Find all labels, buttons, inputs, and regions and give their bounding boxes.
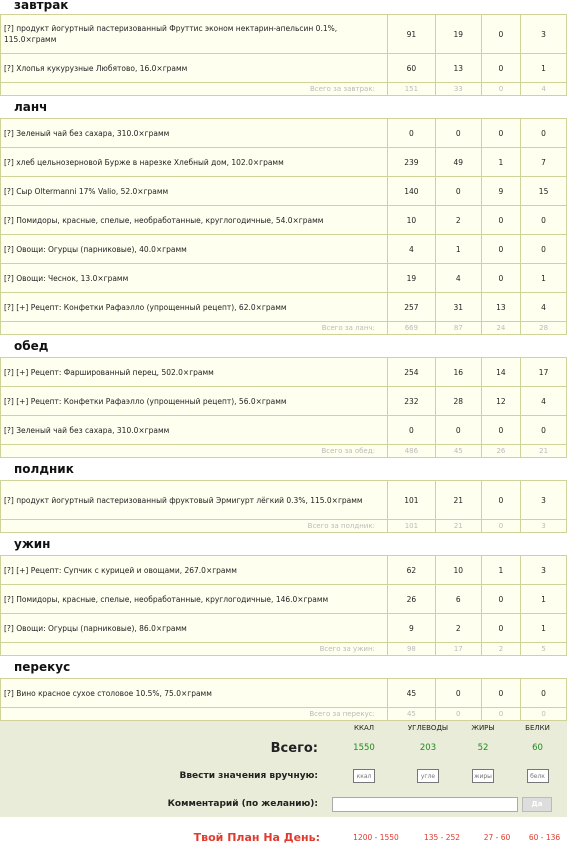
food-fat: 1 [481, 148, 520, 177]
meal-total-kcal: 98 [387, 643, 435, 656]
food-kcal: 0 [387, 416, 435, 445]
header-fat: ЖИРЫ [471, 724, 495, 732]
food-kcal: 4 [387, 235, 435, 264]
food-fat: 0 [481, 614, 520, 643]
food-fat: 12 [481, 387, 520, 416]
food-kcal: 10 [387, 206, 435, 235]
meal-total-protein: 0 [521, 708, 567, 721]
food-carbs: 0 [435, 679, 481, 708]
food-row[interactable] [1, 387, 567, 416]
food-name[interactable]: [?] [+] Рецепт: Конфетки Рафаэлло (упрощенный рецепт), 56.0×грамм [1, 387, 388, 416]
food-kcal: 101 [387, 481, 435, 520]
plan-label: Твой План На День: [193, 831, 320, 844]
food-carbs: 0 [435, 177, 481, 206]
food-row[interactable] [1, 585, 567, 614]
food-name[interactable]: [?] Хлопья кукурузные Любятово, 16.0×грамм [1, 54, 388, 83]
plan-kcal: 1200 - 1550 [353, 833, 399, 842]
food-name[interactable]: [?] Овощи: Огурцы (парниковые), 40.0×грамм [1, 235, 388, 264]
food-name[interactable]: [?] Зеленый чай без сахара, 310.0×грамм [1, 416, 388, 445]
meal-total-protein: 21 [521, 445, 567, 458]
meal-total-kcal: 45 [387, 708, 435, 721]
food-kcal: 140 [387, 177, 435, 206]
food-fat: 9 [481, 177, 520, 206]
food-fat: 0 [481, 679, 520, 708]
food-fat: 0 [481, 15, 520, 54]
food-row[interactable] [1, 481, 567, 520]
meal-total-row [1, 445, 567, 458]
meal-title: перекус [0, 656, 567, 678]
food-fat: 0 [481, 264, 520, 293]
meal-total-carbs: 21 [435, 520, 481, 533]
meal-total-row [1, 83, 567, 96]
food-name[interactable]: [?] Зеленый чай без сахара, 310.0×грамм [1, 119, 388, 148]
food-fat: 14 [481, 358, 520, 387]
food-carbs: 2 [435, 614, 481, 643]
meal-table [0, 480, 567, 533]
total-label: Всего: [270, 740, 318, 756]
food-kcal: 239 [387, 148, 435, 177]
food-kcal: 232 [387, 387, 435, 416]
manual-carbs-input[interactable] [417, 769, 439, 783]
food-name[interactable]: [?] продукт йогуртный пастеризованный фруктовый Эрмигурт лёгкий 0.3%, 115.0×грамм [1, 481, 388, 520]
food-carbs: 16 [435, 358, 481, 387]
food-fat: 0 [481, 206, 520, 235]
food-carbs: 1 [435, 235, 481, 264]
food-kcal: 60 [387, 54, 435, 83]
food-protein: 0 [521, 206, 567, 235]
header-kcal: ККАЛ [354, 724, 374, 732]
food-row[interactable] [1, 556, 567, 585]
food-protein: 15 [521, 177, 567, 206]
meal-total-label: Всего за обед: [1, 445, 388, 458]
food-protein: 0 [521, 416, 567, 445]
food-kcal: 91 [387, 15, 435, 54]
food-row[interactable] [1, 119, 567, 148]
plan-protein: 60 - 136 [528, 833, 561, 842]
meal-total-label: Всего за завтрак: [1, 83, 388, 96]
food-name[interactable]: [?] Помидоры, красные, спелые, необработанные, круглогодичные, 146.0×грамм [1, 585, 388, 614]
submit-button[interactable]: Да [522, 797, 552, 812]
food-protein: 17 [521, 358, 567, 387]
food-row[interactable] [1, 679, 567, 708]
food-carbs: 49 [435, 148, 481, 177]
meal-total-label: Всего за перекус: [1, 708, 388, 721]
food-carbs: 2 [435, 206, 481, 235]
food-name[interactable]: [?] Вино красное сухое столовое 10.5%, 75.0×грамм [1, 679, 388, 708]
meal-total-label: Всего за ужин: [1, 643, 388, 656]
food-carbs: 6 [435, 585, 481, 614]
food-carbs: 28 [435, 387, 481, 416]
summary-total-row [0, 735, 567, 761]
food-name[interactable]: [?] [+] Рецепт: Фаршированный перец, 502.0×грамм [1, 358, 388, 387]
food-name[interactable]: [?] продукт йогуртный пастеризованный Фруттис эконом нектарин-апельсин 0.1%, 115.0×грамм [1, 15, 388, 54]
meal-total-carbs: 33 [435, 83, 481, 96]
food-name[interactable]: [?] Сыр Oltermanni 17% Valio, 52.0×грамм [1, 177, 388, 206]
comment-row [0, 791, 567, 817]
meal-title: ланч [0, 96, 567, 118]
comment-input[interactable] [332, 797, 518, 812]
meal-total-row [1, 643, 567, 656]
food-carbs: 0 [435, 416, 481, 445]
meal-total-fat: 0 [481, 708, 520, 721]
food-row[interactable] [1, 148, 567, 177]
food-fat: 0 [481, 119, 520, 148]
food-fat: 0 [481, 54, 520, 83]
manual-entry-row [0, 761, 567, 791]
meal-table [0, 357, 567, 458]
food-kcal: 45 [387, 679, 435, 708]
meal-title: завтрак [0, 0, 567, 14]
food-fat: 0 [481, 481, 520, 520]
daily-summary [0, 721, 567, 817]
food-kcal: 19 [387, 264, 435, 293]
meal-total-fat: 24 [481, 322, 520, 335]
food-protein: 3 [521, 481, 567, 520]
meal-total-kcal: 486 [387, 445, 435, 458]
meal-total-protein: 3 [521, 520, 567, 533]
food-name[interactable]: [?] [+] Рецепт: Супчик с курицей и овощами, 267.0×грамм [1, 556, 388, 585]
food-row[interactable] [1, 206, 567, 235]
food-kcal: 9 [387, 614, 435, 643]
meal-total-row [1, 322, 567, 335]
meal-total-carbs: 45 [435, 445, 481, 458]
manual-entry-label: Ввести значения вручную: [179, 771, 318, 781]
meal-title: полдник [0, 458, 567, 480]
food-carbs: 0 [435, 119, 481, 148]
meal-table [0, 678, 567, 721]
food-row[interactable] [1, 614, 567, 643]
food-name[interactable]: [?] Овощи: Чеснок, 13.0×грамм [1, 264, 388, 293]
food-kcal: 26 [387, 585, 435, 614]
comment-label: Комментарий (по желанию): [167, 799, 318, 809]
meal-total-row [1, 520, 567, 533]
food-protein: 1 [521, 54, 567, 83]
header-carbs: УГЛЕВОДЫ [407, 724, 449, 732]
food-row[interactable] [1, 416, 567, 445]
meal-total-fat: 26 [481, 445, 520, 458]
food-row[interactable] [1, 293, 567, 322]
food-row[interactable] [1, 264, 567, 293]
meal-table [0, 118, 567, 335]
food-kcal: 0 [387, 119, 435, 148]
food-protein: 4 [521, 293, 567, 322]
food-carbs: 4 [435, 264, 481, 293]
food-fat: 0 [481, 235, 520, 264]
meal-total-carbs: 0 [435, 708, 481, 721]
meal-total-fat: 0 [481, 83, 520, 96]
food-name[interactable]: [?] хлеб цельнозерновой Бурже в нарезке Хлебный дом, 102.0×грамм [1, 148, 388, 177]
meal-total-fat: 2 [481, 643, 520, 656]
plan-carbs: 135 - 252 [423, 833, 461, 842]
manual-kcal-input[interactable] [353, 769, 375, 783]
meal-total-kcal: 101 [387, 520, 435, 533]
food-carbs: 13 [435, 54, 481, 83]
food-carbs: 19 [435, 15, 481, 54]
meal-table [0, 555, 567, 656]
meal-total-fat: 0 [481, 520, 520, 533]
meal-total-carbs: 87 [435, 322, 481, 335]
food-protein: 3 [521, 556, 567, 585]
food-fat: 1 [481, 556, 520, 585]
food-protein: 1 [521, 264, 567, 293]
total-carbs: 203 [419, 743, 437, 753]
manual-protein-input[interactable] [527, 769, 549, 783]
meal-total-label: Всего за полдник: [1, 520, 388, 533]
food-carbs: 31 [435, 293, 481, 322]
food-fat: 0 [481, 585, 520, 614]
food-protein: 1 [521, 585, 567, 614]
meal-total-protein: 28 [521, 322, 567, 335]
meal-total-protein: 4 [521, 83, 567, 96]
food-fat: 13 [481, 293, 520, 322]
meal-total-kcal: 151 [387, 83, 435, 96]
food-name[interactable]: [?] Овощи: Огурцы (парниковые), 86.0×грамм [1, 614, 388, 643]
food-protein: 0 [521, 119, 567, 148]
food-protein: 1 [521, 614, 567, 643]
meal-title: ужин [0, 533, 567, 555]
food-row[interactable] [1, 177, 567, 206]
summary-header-row [0, 721, 567, 735]
food-name[interactable]: [?] Помидоры, красные, спелые, необработанные, круглогодичные, 54.0×грамм [1, 206, 388, 235]
daily-plan [0, 817, 567, 857]
meal-table [0, 14, 567, 96]
food-row[interactable] [1, 358, 567, 387]
food-protein: 0 [521, 235, 567, 264]
plan-fat: 27 - 60 [483, 833, 511, 842]
food-name[interactable]: [?] [+] Рецепт: Конфетки Рафаэлло (упрощенный рецепт), 62.0×грамм [1, 293, 388, 322]
food-row[interactable] [1, 235, 567, 264]
meal-total-protein: 5 [521, 643, 567, 656]
meal-total-carbs: 17 [435, 643, 481, 656]
food-kcal: 62 [387, 556, 435, 585]
food-carbs: 21 [435, 481, 481, 520]
meal-total-row [1, 708, 567, 721]
food-protein: 7 [521, 148, 567, 177]
total-fat: 52 [477, 743, 489, 753]
header-protein: БЕЛКИ [525, 724, 550, 732]
meal-total-label: Всего за ланч: [1, 322, 388, 335]
food-protein: 4 [521, 387, 567, 416]
food-row[interactable] [1, 54, 567, 83]
total-protein: 60 [532, 743, 543, 753]
food-carbs: 10 [435, 556, 481, 585]
food-protein: 0 [521, 679, 567, 708]
food-kcal: 257 [387, 293, 435, 322]
manual-fat-input[interactable] [472, 769, 494, 783]
food-protein: 3 [521, 15, 567, 54]
food-kcal: 254 [387, 358, 435, 387]
food-fat: 0 [481, 416, 520, 445]
total-kcal: 1550 [353, 743, 375, 753]
meal-title: обед [0, 335, 567, 357]
food-row[interactable] [1, 15, 567, 54]
meal-total-kcal: 669 [387, 322, 435, 335]
